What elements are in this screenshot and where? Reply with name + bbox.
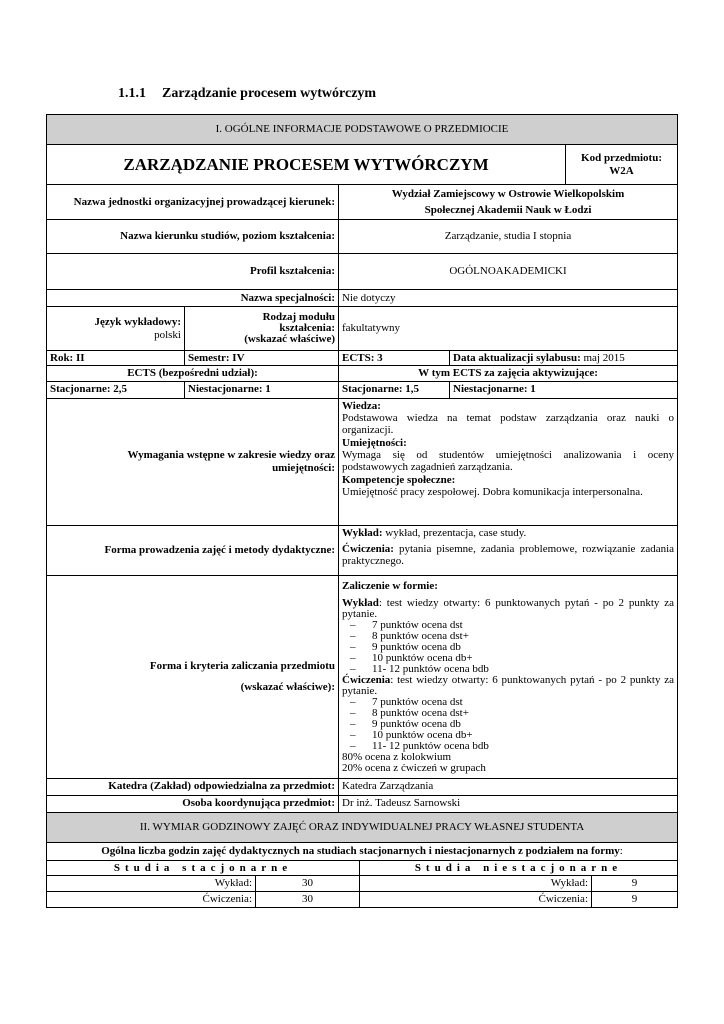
language-label: Język wykładowy:: [94, 316, 181, 329]
requirements-label: [47, 398, 339, 525]
section2-header: II. WYMIAR GODZINOWY ZAJĘĆ ORAZ INDYWIDUALNEJ PRACY WŁASNEJ STUDENTA: [47, 812, 678, 842]
criteria-heading: Zaliczenie w formie:: [342, 579, 438, 592]
nonstationary-studies-header: Studia niestacjonarne: [360, 861, 678, 876]
module-type-label: [185, 307, 339, 351]
form-lecture-heading: Wykład:: [342, 526, 383, 539]
module-label-line-1: Rodzaj modułu: [262, 311, 335, 323]
language-cell: [47, 307, 185, 351]
ects: ECTS: 3: [339, 351, 450, 366]
exercise-grade-list: [342, 697, 674, 752]
specialty-label: Nazwa specjalności:: [47, 290, 339, 307]
module-label-line-2: kształcenia:: [279, 322, 335, 334]
course-code-value: W2A: [609, 164, 634, 177]
grade-item: – 11- 12 punktów ocena bdb: [350, 664, 674, 675]
unit-line-2: Społecznej Akademii Nauk w Łodzi: [424, 204, 592, 216]
criteria-label-line-2: (wskazać właściwe):: [240, 680, 335, 693]
grade-item: – 9 punktów ocena db: [350, 642, 674, 653]
grade-item: – 10 punktów ocena db+: [350, 730, 674, 741]
stac-lecture-label: Wykład:: [47, 876, 256, 892]
niestac-lecture-hours: 9: [592, 876, 678, 892]
stac-lecture-hours: 30: [256, 876, 360, 892]
weighting-colloquium: 80% ocena z kolokwium: [342, 750, 452, 763]
requirements-content: [339, 398, 678, 525]
niestac-exercise-hours: 9: [592, 892, 678, 908]
grade-item: – 10 punktów ocena db+: [350, 653, 674, 664]
req-social-text: Umiejętność pracy zespołowej. Dobra komunikacja interpersonalna.: [342, 485, 643, 498]
criteria-content: [339, 575, 678, 778]
syllabus-table: [46, 114, 677, 908]
update-value: maj 2015: [583, 352, 625, 364]
stac-exercise-hours: 30: [256, 892, 360, 908]
section1-header: I. OGÓLNE INFORMACJE PODSTAWOWE O PRZEDMIOCIE: [47, 115, 678, 145]
form-lecture-text: wykład, prezentacja, case study.: [385, 526, 527, 539]
requirements-label-line-1: Wymagania wstępne w zakresie wiedzy oraz: [127, 449, 335, 462]
section-title: Zarządzanie procesem wytwórczym: [162, 86, 377, 101]
teaching-form-label: Forma prowadzenia zajęć i metody dydaktyczne:: [47, 525, 339, 575]
field-value: Zarządzanie, studia I stopnia: [339, 220, 678, 254]
form-exercise-text: pytania pisemne, zadania problemowe, rozwiązanie zadania praktycznego.: [342, 542, 675, 568]
unit-line-1: Wydział Zamiejscowy w Ostrowie Wielkopolskim: [391, 187, 625, 200]
criteria-label: [47, 575, 339, 778]
update-label: Data aktualizacji sylabusu:: [453, 352, 581, 364]
criteria-label-line-1: Forma i kryteria zaliczania przedmiotu: [149, 660, 335, 673]
year: Rok: II: [47, 351, 185, 366]
criteria-exercise-heading: Ćwiczenia: [342, 673, 391, 686]
update-date: [450, 351, 678, 366]
module-type-value: fakultatywny: [339, 307, 678, 351]
semester: Semestr: IV: [185, 351, 339, 366]
ects-active-stac: Stacjonarne: 1,5: [339, 381, 450, 398]
weighting-group-exercises: 20% ocena z ćwiczeń w grupach: [342, 761, 486, 774]
section-number: 1.1.1: [118, 86, 146, 101]
req-knowledge-text: Podstawowa wiedza na temat podstaw zarządzania oraz nauki o organizacji.: [342, 411, 675, 437]
grade-item: – 11- 12 punktów ocena bdb: [350, 741, 674, 752]
niestac-lecture-label: Wykład:: [360, 876, 592, 892]
hours-intro-text: Ogólna liczba godzin zajęć dydaktycznych na studiach stacjonarnych i niestacjonarnych z podziałem na formy: [101, 844, 620, 857]
requirements-label-line-2: umiejętności:: [272, 461, 335, 474]
unit-value: [339, 185, 678, 220]
criteria-exercise-text: : test wiedzy otwarty: 6 punktowanych pytań - po 2 punkty za pytanie.: [342, 673, 675, 697]
field-label: Nazwa kierunku studiów, poziom kształcenia:: [47, 220, 339, 254]
profile-value: OGÓLNOAKADEMICKI: [339, 254, 678, 290]
ects-direct-stac: Stacjonarne: 2,5: [47, 381, 185, 398]
coordinator-label: Osoba koordynująca przedmiot:: [47, 795, 339, 812]
req-skills-heading: Umiejętności:: [342, 436, 407, 449]
ects-active-niestac: Niestacjonarne: 1: [450, 381, 678, 398]
criteria-lecture-text: : test wiedzy otwarty: 6 punktowanych pytań - po 2 punkty za pytanie.: [342, 596, 675, 620]
grade-item: – 8 punktów ocena dst+: [350, 631, 674, 642]
department-value: Katedra Zarządzania: [339, 778, 678, 795]
course-code-cell: [566, 145, 678, 185]
stationary-studies-header: Studia stacjonarne: [47, 861, 360, 876]
form-exercise-heading: Ćwiczenia:: [342, 542, 394, 555]
niestac-exercise-label: Ćwiczenia:: [360, 892, 592, 908]
course-code-label: Kod przedmiotu:: [581, 152, 662, 165]
language-value: polski: [154, 328, 181, 341]
grade-item: – 7 punktów ocena dst: [350, 620, 674, 631]
unit-label: Nazwa jednostki organizacyjnej prowadzącej kierunek:: [47, 185, 339, 220]
stac-exercise-label: Ćwiczenia:: [47, 892, 256, 908]
module-label-line-3: (wskazać właściwe): [244, 333, 335, 345]
course-title: ZARZĄDZANIE PROCESEM WYTWÓRCZYM: [47, 145, 566, 185]
section-heading: [118, 86, 376, 102]
grade-item: – 7 punktów ocena dst: [350, 697, 674, 708]
hours-intro-colon: :: [619, 844, 623, 857]
ects-direct-label: ECTS (bezpośredni udział):: [47, 366, 339, 381]
specialty-value: Nie dotyczy: [339, 290, 678, 307]
grade-item: – 9 punktów ocena db: [350, 719, 674, 730]
coordinator-value: Dr inż. Tadeusz Sarnowski: [339, 795, 678, 812]
hours-intro: [47, 842, 678, 860]
req-knowledge-heading: Wiedza:: [342, 399, 381, 412]
lecture-grade-list: [342, 620, 674, 675]
profile-label: Profil kształcenia:: [47, 254, 339, 290]
teaching-form-content: [339, 525, 678, 575]
ects-active-label: W tym ECTS za zajęcia aktywizujące:: [339, 366, 678, 381]
grade-item: – 8 punktów ocena dst+: [350, 708, 674, 719]
ects-direct-niestac: Niestacjonarne: 1: [185, 381, 339, 398]
department-label: Katedra (Zakład) odpowiedzialna za przedmiot:: [47, 778, 339, 795]
criteria-lecture-heading: Wykład: [342, 596, 379, 609]
req-social-heading: Kompetencje społeczne:: [342, 473, 456, 486]
req-skills-text: Wymaga się od studentów umiejętności analizowania i oceny podstawowych zagadnień zarządzania.: [342, 448, 675, 474]
